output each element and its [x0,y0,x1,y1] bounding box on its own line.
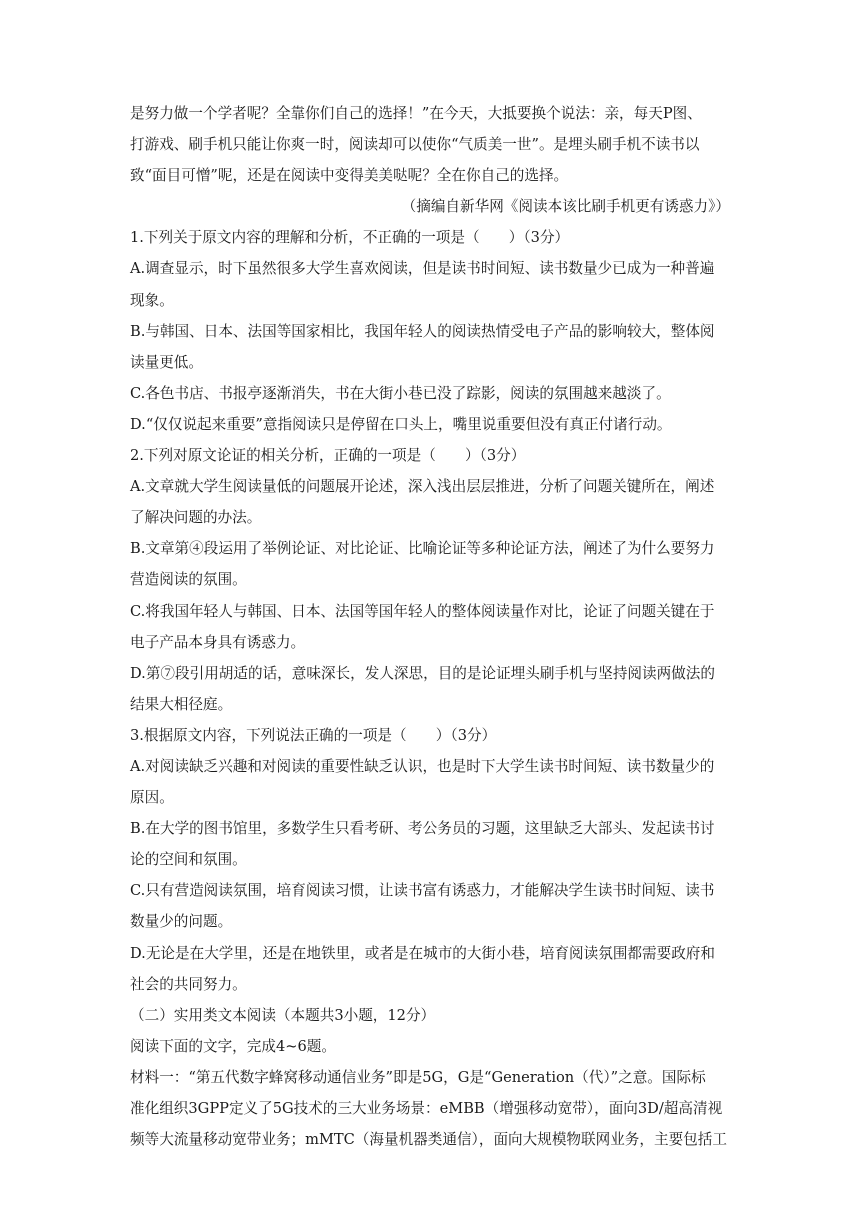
q2-option-a-cont: 了解决问题的办法。 [130,509,262,527]
text-line: 致“面目可憎”呢，还是在阅读中变得美美哒呢？全在你自己的选择。 [130,167,569,185]
text-line: 是努力做一个学者呢？全靠你们自己的选择！”在今天，大抵要换个说法：亲，每天P图、 [130,105,702,122]
q1-option-a: A.调查显示，时下虽然很多大学生喜欢阅读，但是读书时间短、读书数量少已成为一种普遍 [130,260,715,278]
q3-option-c: C.只有营造阅读氛围，培育阅读习惯，让读书富有诱惑力，才能解决学生读书时间短、读书 [130,882,715,900]
q1-option-a-cont: 现象。 [130,291,174,309]
material-1-line: 材料一：“第五代数字蜂窝移动通信业务”即是5G，G是“Generation（代）”之意。国际标 [130,1068,706,1086]
source-citation: （摘编自新华网《阅读本该比刷手机更有诱惑力》） [401,198,730,216]
q1-option-b: B.与韩国、日本、法国等国家相比，我国年轻人的阅读热情受电子产品的影响较大，整体阅 [130,322,715,340]
text-line: 打游戏、刷手机只能让你爽一时，阅读却可以使你“气质美一世”。是埋头刷手机不读书以 [130,136,700,154]
material-1-line: 准化组织3GPP定义了5G技术的三大业务场景：eMBB（增强移动宽带），面向3D/超高清视 [130,1100,723,1117]
question-3: 3.根据原文内容，下列说法正确的一项是（ ）（3分） [130,726,497,744]
q1-option-c: C.各色书店、书报亭逐渐消失，书在大街小巷已没了踪影，阅读的氛围越来越淡了。 [130,384,671,402]
q2-option-b: B.文章第④段运用了举例论证、对比论证、比喻论证等多种论证方法，阐述了为什么要努力 [130,540,715,558]
q2-option-a: A.文章就大学生阅读量低的问题展开论述，深入浅出层层推进，分析了问题关键所在，阐述 [130,478,715,496]
q3-option-c-cont: 数量少的问题。 [130,913,233,931]
material-1-line: 频等大流量移动宽带业务；mMTC（海量机器类通信），面向大规模物联网业务，主要包括工 [130,1131,727,1149]
q3-option-b: B.在大学的图书馆里，多数学生只看考研、考公务员的习题，这里缺乏大部头、发起读书讨 [130,820,715,838]
q3-option-d-cont: 社会的共同努力。 [130,975,247,993]
q3-option-b-cont: 论的空间和氛围。 [130,851,247,869]
q3-option-d: D.无论是在大学里，还是在地铁里，或者是在城市的大街小巷，培育阅读氛围都需要政府和 [130,944,715,962]
q2-option-c-cont: 电子产品本身具有诱惑力。 [130,633,306,651]
section-heading: （二）实用类文本阅读（本题共3小题，12分） [130,1006,436,1024]
q2-option-c: C.将我国年轻人与韩国、日本、法国等国年轻人的整体阅读量作对比，论证了问题关键在于 [130,602,715,620]
question-2: 2.下列对原文论证的相关分析，正确的一项是（ ）（3分） [130,447,526,465]
q1-option-b-cont: 读量更低。 [130,353,203,371]
q2-option-d-cont: 结果大相径庭。 [130,695,233,713]
question-1: 1.下列关于原文内容的理解和分析，不正确的一项是（ ）（3分） [130,229,570,247]
document-page [130,98,730,1155]
q1-option-d: D.“仅仅说起来重要”意指阅读只是停留在口头上，嘴里说重要但没有真正付诸行动。 [130,415,672,433]
instruction: 阅读下面的文字，完成4~6题。 [130,1037,336,1055]
q2-option-d: D.第⑦段引用胡适的话，意味深长，发人深思，目的是论证埋头刷手机与坚持阅读两做法的 [130,664,715,682]
q3-option-a: A.对阅读缺乏兴趣和对阅读的重要性缺乏认识，也是时下大学生读书时间短、读书数量少的 [130,757,715,775]
q3-option-a-cont: 原因。 [130,789,174,807]
q2-option-b-cont: 营造阅读的氛围。 [130,571,247,589]
